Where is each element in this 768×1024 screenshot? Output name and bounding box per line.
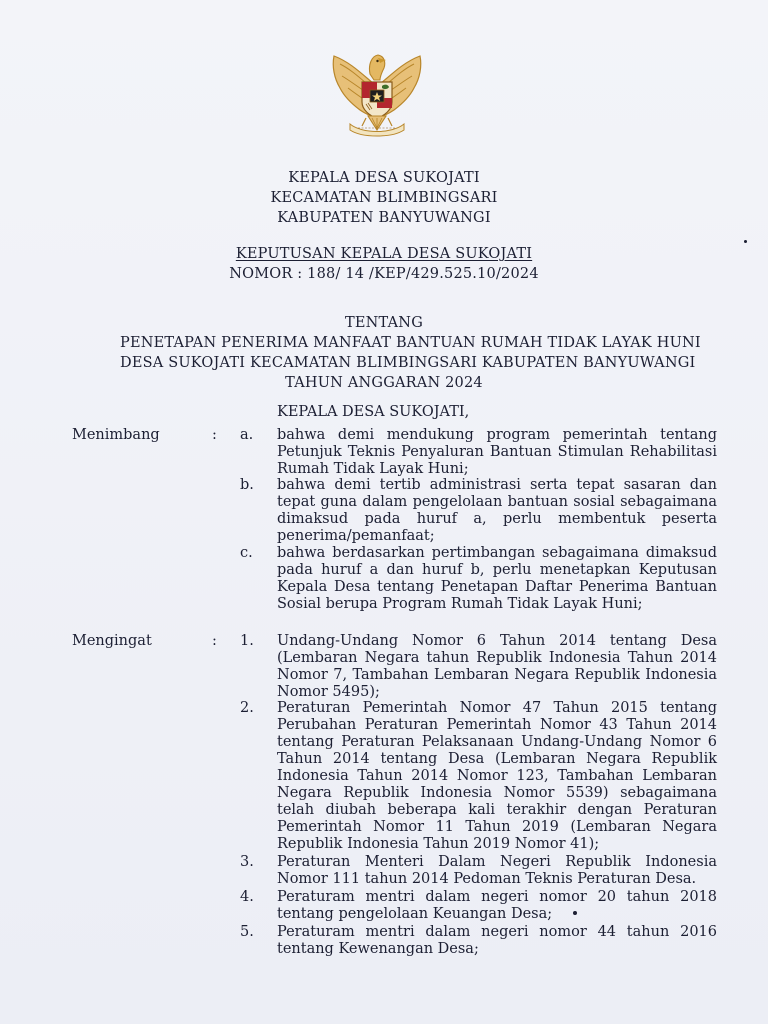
header-line-village-head: KEPALA DESA SUKOJATI: [288, 170, 480, 186]
mengingat-item-5: Peraturam mentri dalam negeri nomor 44 tahun 2016 tentang Kewenangan Desa;: [277, 924, 717, 957]
menimbang-item-a: bahwa demi mendukung program pemerintah tentang Petunjuk Teknis Penyaluran Bantuan Stimulan Rehabilitasi Rumah Tidak Layak Huni;: [277, 427, 717, 477]
menimbang-label: Menimbang: [72, 427, 160, 443]
header-line-district: KECAMATAN BLIMBINGSARI: [270, 190, 498, 206]
mengingat-marker-1: 1.: [240, 633, 254, 649]
mengingat-label: Mengingat: [72, 633, 152, 649]
menimbang-item-c: bahwa berdasarkan pertimbangan sebagaimana dimaksud pada huruf a dan huruf b, perlu menetapkan Keputusan Kepala Desa tentang Penetapan Daftar Penerima Bantuan Sosial berupa Program Rumah Tidak Layak Huni;: [277, 545, 717, 612]
mengingat-item-1: Undang-Undang Nomor 6 Tahun 2014 tentang Desa (Lembaran Negara tahun Republik Indonesia Tahun 2014 Nomor 7, Tambahan Lembaran Negara Republik Indonesia Nomor 5495);: [277, 633, 717, 700]
mengingat-item-4: Peraturam mentri dalam negeri nomor 20 tahun 2018 tentang pengelolaan Keuangan Desa;: [277, 889, 717, 922]
mengingat-marker-5: 5.: [240, 924, 254, 940]
mengingat-marker-2: 2.: [240, 700, 254, 716]
menimbang-item-b: bahwa demi tertib administrasi serta tepat sasaran dan tepat guna dalam pengelolaan bantuan sosial sebagaimana dimaksud pada huruf a, perlu membentuk peserta penerima/pemanfaat;: [277, 477, 717, 544]
menimbang-marker-a: a.: [240, 427, 254, 443]
decree-number: NOMOR : 188/ 14 /KEP/429.525.10/2024: [229, 266, 539, 282]
about-line-3: TAHUN ANGGARAN 2024: [285, 375, 483, 391]
garuda-pancasila-emblem-icon: [322, 44, 432, 142]
mengingat-colon: :: [212, 633, 217, 649]
about-line-2: DESA SUKOJATI KECAMATAN BLIMBINGSARI KABUPATEN BANYUWANGI: [120, 355, 696, 371]
menimbang-marker-c: c.: [240, 545, 253, 561]
issuer-line: KEPALA DESA SUKOJATI,: [277, 404, 470, 420]
menimbang-colon: :: [212, 427, 217, 443]
decree-heading: [120, 244, 648, 284]
institution-header: [120, 168, 648, 228]
ink-speck: [744, 240, 747, 243]
ink-speck: [573, 911, 577, 915]
header-line-regency: KABUPATEN BANYUWANGI: [277, 210, 491, 226]
about-line-1: PENETAPAN PENERIMA MANFAAT BANTUAN RUMAH TIDAK LAYAK HUNI: [120, 335, 701, 351]
about-label: TENTANG: [345, 315, 423, 331]
mengingat-marker-3: 3.: [240, 854, 254, 870]
menimbang-marker-b: b.: [240, 477, 254, 493]
mengingat-item-2: Peraturan Pemerintah Nomor 47 Tahun 2015 tentang Perubahan Peraturan Pemerintah Nomor 43 Tahun 2014 tentang Peraturan Pelaksanaan Undang-Undang Nomor 6 Tahun 2014 tentang Desa (Lembaran Negara Republik Indonesia Tahun 2014 Nomor 123, Tambahan Lembaran Negara Republik Indonesia Nomor 5539) sebagaimana telah diubah beberapa kali terakhir dengan Peraturan Pemerintah Nomor 11 Tahun 2019 (Lembaran Negara Republik Indonesia Tahun 2019 Nomor 41);: [277, 700, 717, 852]
mengingat-item-3: Peraturan Menteri Dalam Negeri Republik Indonesia Nomor 111 tahun 2014 Pedoman Teknis Peraturan Desa.: [277, 854, 717, 887]
decree-subject: [120, 313, 701, 393]
decree-title: KEPUTUSAN KEPALA DESA SUKOJATI: [235, 246, 533, 262]
mengingat-marker-4: 4.: [240, 889, 254, 905]
